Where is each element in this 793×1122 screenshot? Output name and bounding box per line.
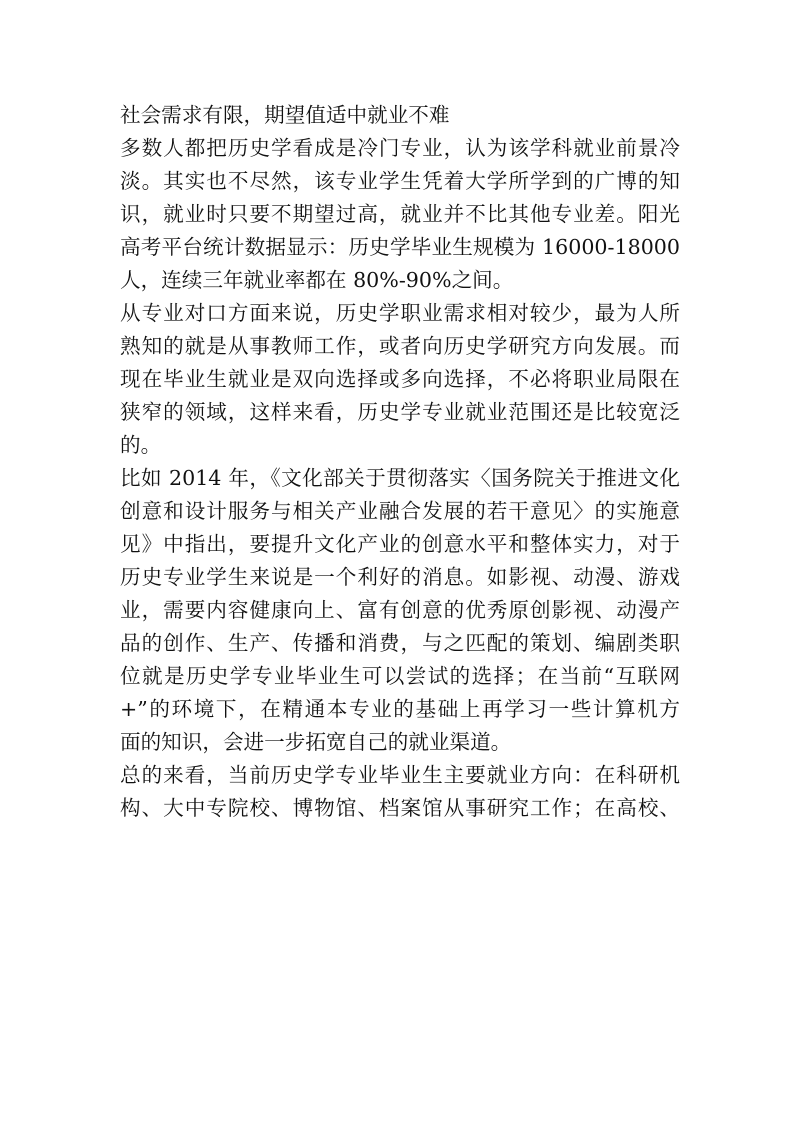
- paragraph-line: 业，需要内容健康向上、富有创意的优秀原创影视、动漫产: [120, 598, 680, 622]
- paragraph-line: 熟知的就是从事教师工作，或者向历史学研究方向发展。而: [120, 334, 680, 358]
- document-body: [120, 99, 680, 825]
- paragraph-line: 狭窄的领域，这样来看，历史学专业就业范围还是比较宽泛: [120, 400, 680, 424]
- paragraph-line: 淡。其实也不尽然，该专业学生凭着大学所学到的广博的知: [120, 169, 680, 193]
- paragraph-2: [120, 297, 680, 462]
- paragraph-line: 从专业对口方面来说，历史学职业需求相对较少，最为人所: [120, 301, 680, 325]
- paragraph-4: [120, 759, 680, 825]
- paragraph-line: 历史专业学生来说是一个利好的消息。如影视、动漫、游戏: [120, 565, 680, 589]
- paragraph-line: 面的知识，会进一步拓宽自己的就业渠道。: [120, 730, 512, 754]
- paragraph-line: 见》中指出，要提升文化产业的创意水平和整体实力，对于: [120, 532, 680, 556]
- paragraph-line: 创意和设计服务与相关产业融合发展的若干意见〉的实施意: [120, 499, 680, 523]
- paragraph-line: 识，就业时只要不期望过高，就业并不比其他专业差。阳光: [120, 202, 680, 226]
- paragraph-line: 总的来看，当前历史学专业毕业生主要就业方向：在科研机: [120, 763, 680, 787]
- paragraph-1: [120, 132, 680, 297]
- paragraph-line: 人，连续三年就业率都在 80%-90%之间。: [120, 268, 514, 292]
- paragraph-line: 比如 2014 年，《文化部关于贯彻落实〈国务院关于推进文化: [120, 466, 680, 490]
- paragraph-line: 多数人都把历史学看成是冷门专业，认为该学科就业前景冷: [120, 136, 680, 160]
- paragraph-line: 现在毕业生就业是双向选择或多向选择，不必将职业局限在: [120, 367, 680, 391]
- paragraph-line: 品的创作、生产、传播和消费，与之匹配的策划、编剧类职: [120, 631, 680, 655]
- paragraph-line: 高考平台统计数据显示：历史学毕业生规模为 16000-18000: [120, 235, 680, 259]
- paragraph-line: 构、大中专院校、博物馆、档案馆从事研究工作；在高校、: [120, 796, 680, 820]
- paragraph-line: 的。: [120, 433, 162, 457]
- paragraph-line: +”的环境下，在精通本专业的基础上再学习一些计算机方: [120, 697, 680, 721]
- paragraph-line: 位就是历史学专业毕业生可以尝试的选择；在当前“互联网: [120, 664, 680, 688]
- paragraph-3: [120, 462, 680, 759]
- section-heading: 社会需求有限，期望值适中就业不难: [120, 103, 450, 127]
